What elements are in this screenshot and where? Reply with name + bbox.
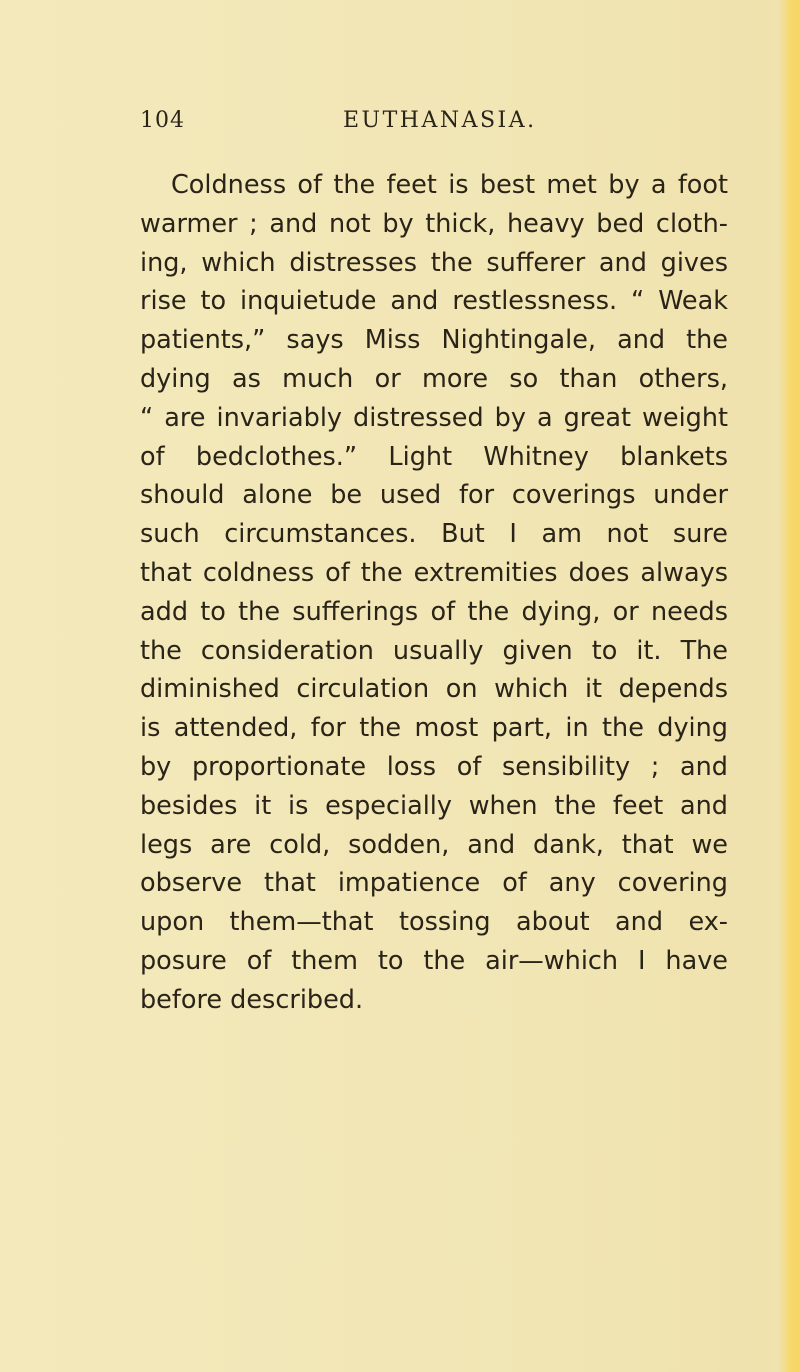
text-line: ing, which distresses the sufferer and gives xyxy=(140,247,728,278)
text-line: that coldness of the extremities does always xyxy=(140,557,728,588)
text-line: dying as much or more so than others, xyxy=(140,363,728,394)
text-line: legs are cold, sodden, and dank, that we xyxy=(140,829,728,860)
text-line: Coldness of the feet is best met by a foot xyxy=(171,170,728,200)
text-line: observe that impatience of any covering xyxy=(140,868,728,899)
text-line: before described. xyxy=(140,984,364,1015)
text-line: add to the sufferings of the dying, or needs xyxy=(140,596,728,627)
text-line: diminished circulation on which it depends xyxy=(140,674,728,705)
running-title: EUTHANASIA. xyxy=(343,108,537,133)
text-line: such circumstances. But I am not sure xyxy=(140,519,728,550)
page-edge xyxy=(778,0,800,1372)
text-line: warmer ; and not by thick, heavy bed cloth- xyxy=(140,208,728,239)
text-line: posure of them to the air—which I have xyxy=(140,945,728,976)
text-line: of bedclothes.” Light Whitney blankets xyxy=(140,441,728,472)
text-line: is attended, for the most part, in the dying xyxy=(140,713,728,744)
text-line: by proportionate loss of sensibility ; and xyxy=(140,751,728,782)
body-paragraph xyxy=(140,166,728,1020)
text-line: besides it is especially when the feet and xyxy=(140,790,728,821)
text-line: the consideration usually given to it. The xyxy=(140,635,728,666)
text-line: upon them—that tossing about and ex- xyxy=(140,907,728,938)
running-head xyxy=(140,108,700,140)
text-line: rise to inquietude and restlessness. “ Weak xyxy=(140,286,728,317)
text-line: patients,” says Miss Nightingale, and the xyxy=(140,325,728,356)
page-number: 104 xyxy=(140,108,185,133)
text-line: should alone be used for coverings under xyxy=(140,480,728,511)
text-line: “ are invariably distressed by a great weight xyxy=(140,402,728,433)
